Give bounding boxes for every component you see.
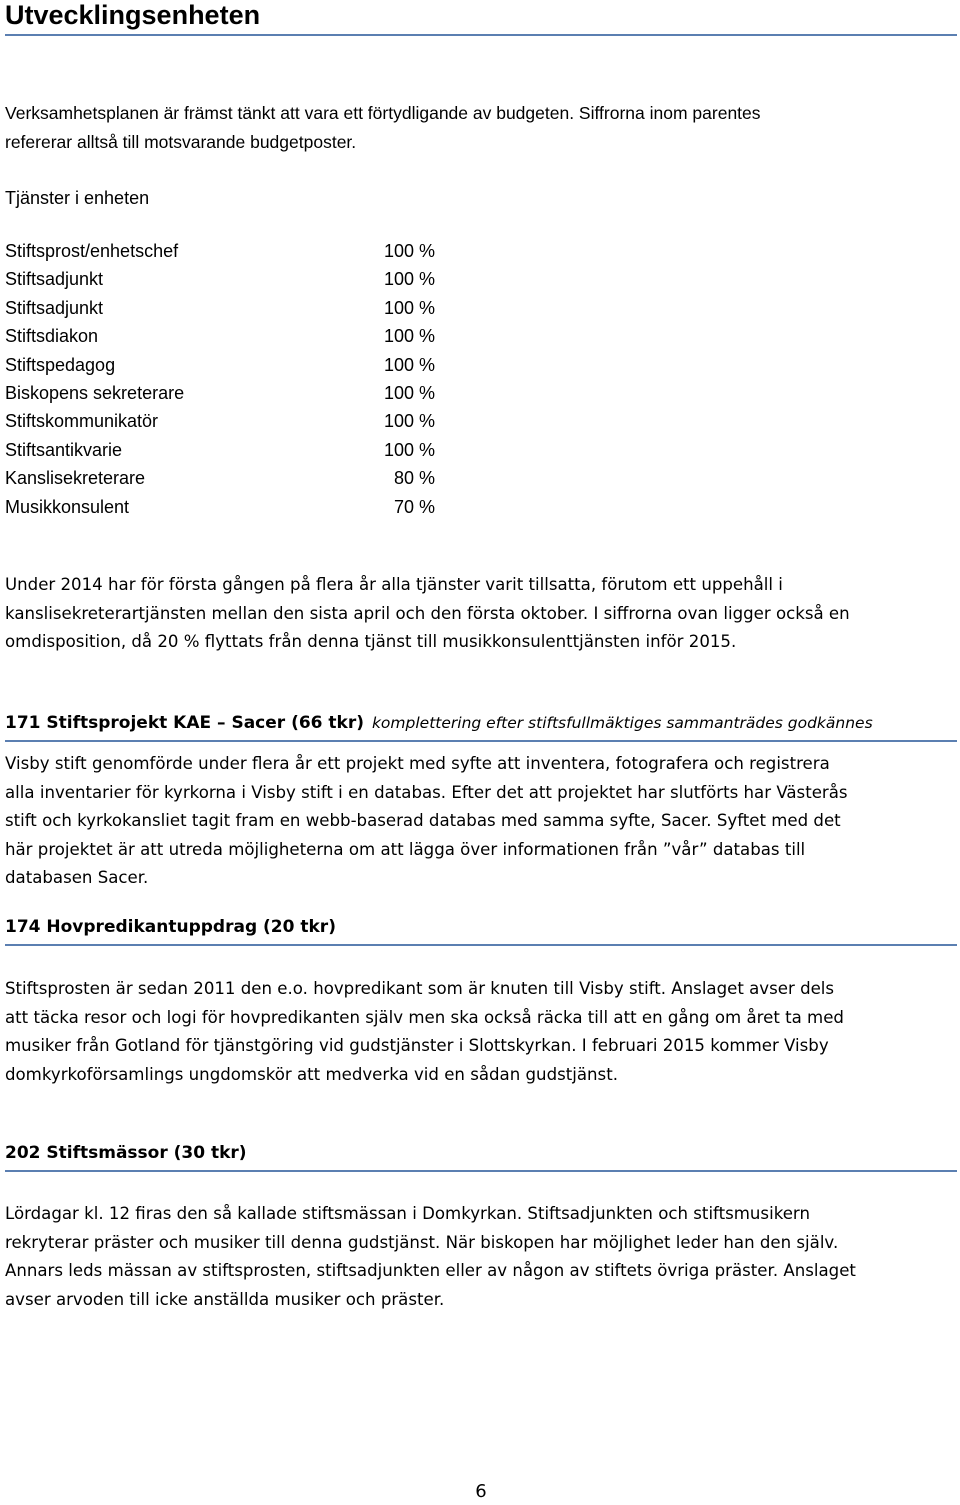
staff-row: [5, 493, 435, 521]
staff-role: Stiftskommunikatör: [5, 411, 159, 432]
staff-table: [5, 237, 435, 521]
title-underline: [5, 34, 957, 36]
staff-row: [5, 322, 435, 350]
staff-role: Stiftspedagog: [5, 354, 116, 375]
staff-role: Stiftsdiakon: [5, 326, 99, 347]
staff-row: [5, 351, 435, 379]
section-heading-202: 202 Stiftsmässor (30 tkr): [5, 1143, 247, 1163]
section-underline: [5, 1170, 957, 1172]
staff-role: Stiftsadjunkt: [5, 297, 104, 318]
staff-percentage: 100 %: [383, 439, 435, 460]
staff-percentage: 100 %: [383, 382, 435, 403]
section-heading-171: [5, 709, 873, 737]
staff-row: [5, 407, 435, 435]
staff-row: [5, 237, 435, 265]
staff-row: [5, 464, 435, 492]
section-underline: [5, 740, 957, 742]
staff-row: [5, 294, 435, 322]
intro-paragraph: Verksamhetsplanen är främst tänkt att vara ett förtydligande av budgeten. Siffrorna inom parentes refererar alltså till motsvarande budgetposter.: [5, 103, 761, 152]
staff-percentage: 100 %: [383, 269, 435, 290]
staff-note-paragraph: Under 2014 har för första gången på flera år alla tjänster varit tillsatta, förutom ett uppehåll i kanslisekreterartjänsten mellan den sista april och den första oktober. I siffrorna ovan ligger också en omdisposition, då 20 % flyttats från denna tjänst till musikkonsulenttjänsten inför 2015.: [5, 575, 850, 651]
staff-role: Stiftsprost/enhetschef: [5, 241, 179, 261]
staff-role: Kanslisekreterare: [5, 468, 146, 489]
page-title: Utvecklingsenheten: [5, 0, 261, 30]
staff-percentage: 100 %: [383, 326, 435, 347]
staff-percentage: 100 %: [383, 411, 435, 432]
staff-row: [5, 379, 435, 407]
section-heading-174: 174 Hovpredikantuppdrag (20 tkr): [5, 917, 336, 937]
section-body-174: Stiftsprosten är sedan 2011 den e.o. hovpredikant som är knuten till Visby stift. Anslaget avser dels att täcka resor och logi för hovpredikanten själv men ska också räcka till att en gång om året ta med musiker från Gotland för tjänstgöring vid gudstjänster i Slottskyrkan. I februari 2015 kommer Visby domkyrkoförsamlings ungdomskör att medverka vid en sådan gudstjänst.: [5, 979, 844, 1084]
staff-percentage: 70 %: [393, 496, 435, 517]
staff-row: [5, 265, 435, 293]
staff-percentage: 80 %: [393, 468, 435, 489]
services-heading: Tjänster i enheten: [5, 188, 150, 208]
staff-role: Stiftsadjunkt: [5, 269, 104, 290]
staff-role: Musikkonsulent: [5, 496, 130, 517]
section-heading-text: 171 Stiftsprojekt KAE – Sacer (66 tkr): [5, 713, 365, 733]
section-body-171: Visby stift genomförde under flera år ett projekt med syfte att inventera, fotografera och registrera alla inventarier för kyrkorna i Visby stift i en databas. Efter det att projektet har slutförts har Västerås stift och kyrkokansliet tagit fram en webb-baserad databas med samma syfte, Sacer. Syftet med det här projektet är att utreda möjligheterna om att lägga över informationen från ”vår” databas till databasen Sacer.: [5, 754, 848, 887]
section-subheading: komplettering efter stiftsfullmäktiges sammanträdes godkännes: [371, 714, 873, 732]
page-number: 6: [475, 1481, 487, 1502]
staff-percentage: 100 %: [383, 354, 435, 375]
staff-percentage: 100 %: [383, 241, 435, 261]
staff-row: [5, 436, 435, 464]
section-body-202: Lördagar kl. 12 firas den så kallade stiftsmässan i Domkyrkan. Stiftsadjunkten och stiftsmusikern rekryterar präster och musiker till denna gudstjänst. När biskopen har möjlighet leder han den själv. Annars leds mässan av stiftsprosten, stiftsadjunkten eller av någon av stiftets övriga präster. Anslaget avser arvoden till icke anställda musiker och präster.: [5, 1204, 856, 1309]
staff-percentage: 100 %: [383, 297, 435, 318]
section-underline: [5, 944, 957, 946]
staff-role: Stiftsantikvarie: [5, 439, 123, 460]
staff-role: Biskopens sekreterare: [5, 382, 185, 403]
